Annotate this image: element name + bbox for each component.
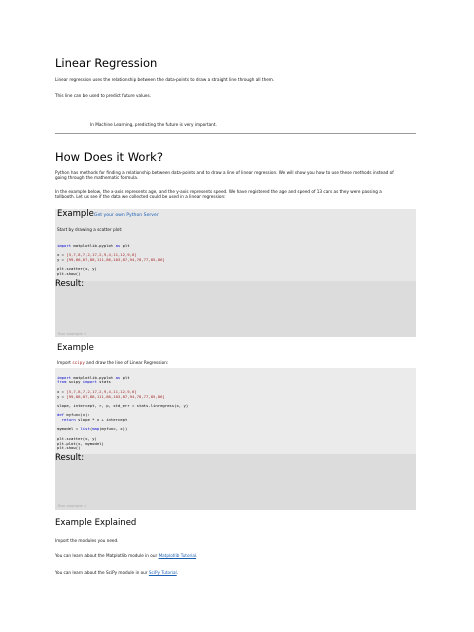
code-line: y = [99,86,87,88,111,86,103,87,94,78,77,85,86]	[57, 256, 165, 262]
run-example-button-1[interactable]: Run example »	[58, 331, 87, 336]
code-line: y = [99,86,87,88,111,86,103,87,94,78,77,85,86]	[57, 393, 165, 399]
explained-p2: You can learn about the Matplotlib module in our Matplotlib Tutorial.	[55, 553, 198, 558]
code-line: x = [5,7,8,7,2,17,2,9,4,11,12,9,6]	[57, 388, 137, 394]
code-block-1	[57, 239, 165, 281]
section-paragraph-2a: In the example below, the x-axis represents age, and the y-axis represents speed. We have registered the age and speed of 13 cars as they were passing a	[55, 189, 382, 194]
code-line: mymodel = list(map(myfunc, x))	[57, 426, 128, 432]
example-intro: Start by drawing a scatter plot:	[57, 227, 123, 232]
example2-intro: Import scipy and draw the line of Linear Regression:	[57, 360, 169, 365]
code-line: plt.show()	[57, 445, 81, 451]
code-line: return slope * x + intercept	[61, 417, 128, 423]
section-heading: How Does it Work?	[55, 150, 163, 164]
matplotlib-tutorial-link[interactable]: Matplotlib Tutorial	[158, 553, 197, 558]
intro-paragraph-2: This line can be used to predict future values.	[55, 93, 152, 98]
section-paragraph-1a: Python has methods for finding a relationship between data-points and to draw a line of linear regression. We will show you how to use these methods instead of	[55, 170, 394, 175]
server-link[interactable]: Get your own Python Server	[93, 213, 159, 218]
example-label-2: Example	[57, 343, 94, 353]
explained-p1: Import the modules you need.	[55, 538, 119, 543]
intro-paragraph: Linear regression uses the relationship between the data-points to draw a straight line through all them.	[55, 77, 275, 82]
note-text: In Machine Learning, predicting the future is very important.	[90, 122, 217, 127]
result-label-1: Result:	[55, 279, 85, 289]
result-label-2: Result:	[55, 453, 85, 463]
example-label-1	[57, 209, 159, 219]
code-line: x = [5,7,8,7,2,17,2,9,4,11,12,9,6]	[57, 252, 137, 258]
section-paragraph-1b: going through the mathematic formula.	[55, 175, 139, 180]
section-paragraph-2b: tollbooth. Let us see if the data we collected could be used in a linear regression:	[55, 194, 226, 199]
example-label-text: Example	[57, 209, 94, 219]
x-data: [5,7,8,7,2,17,2,9,4,11,12,9,6]	[66, 388, 137, 394]
code-line: import matplotlib.pyplot as plt	[57, 242, 130, 248]
code-block-2	[57, 371, 188, 456]
code-line: def myfunc(x):	[57, 412, 90, 418]
result-area-2	[55, 454, 416, 510]
explained-p3: You can learn about the SciPy module in our SciPy Tutorial.	[55, 570, 179, 575]
result-area-1	[55, 279, 416, 337]
code-line: import matplotlib.pyplot as plt	[57, 374, 130, 380]
y-data: [99,86,87,88,111,86,103,87,94,78,77,85,86]	[66, 256, 165, 262]
divider	[55, 133, 416, 134]
code-line: from scipy import stats	[57, 379, 111, 385]
code-line: plt.plot(x, mymodel)	[57, 440, 104, 446]
run-example-button-2[interactable]: Run example »	[58, 503, 87, 508]
scipy-tutorial-link[interactable]: SciPy Tutorial	[148, 570, 177, 575]
code-line: plt.scatter(x, y)	[57, 266, 97, 272]
code-line: plt.show()	[57, 270, 81, 276]
x-data: [5,7,8,7,2,17,2,9,4,11,12,9,6]	[66, 252, 137, 258]
y-data: [99,86,87,88,111,86,103,87,94,78,77,85,86]	[66, 393, 165, 399]
page-title: Linear Regression	[55, 56, 158, 70]
code-line: slope, intercept, r, p, std_err = stats.linregress(x, y)	[57, 402, 189, 408]
code-line: plt.scatter(x, y)	[57, 435, 97, 441]
explained-heading: Example Explained	[55, 518, 137, 528]
